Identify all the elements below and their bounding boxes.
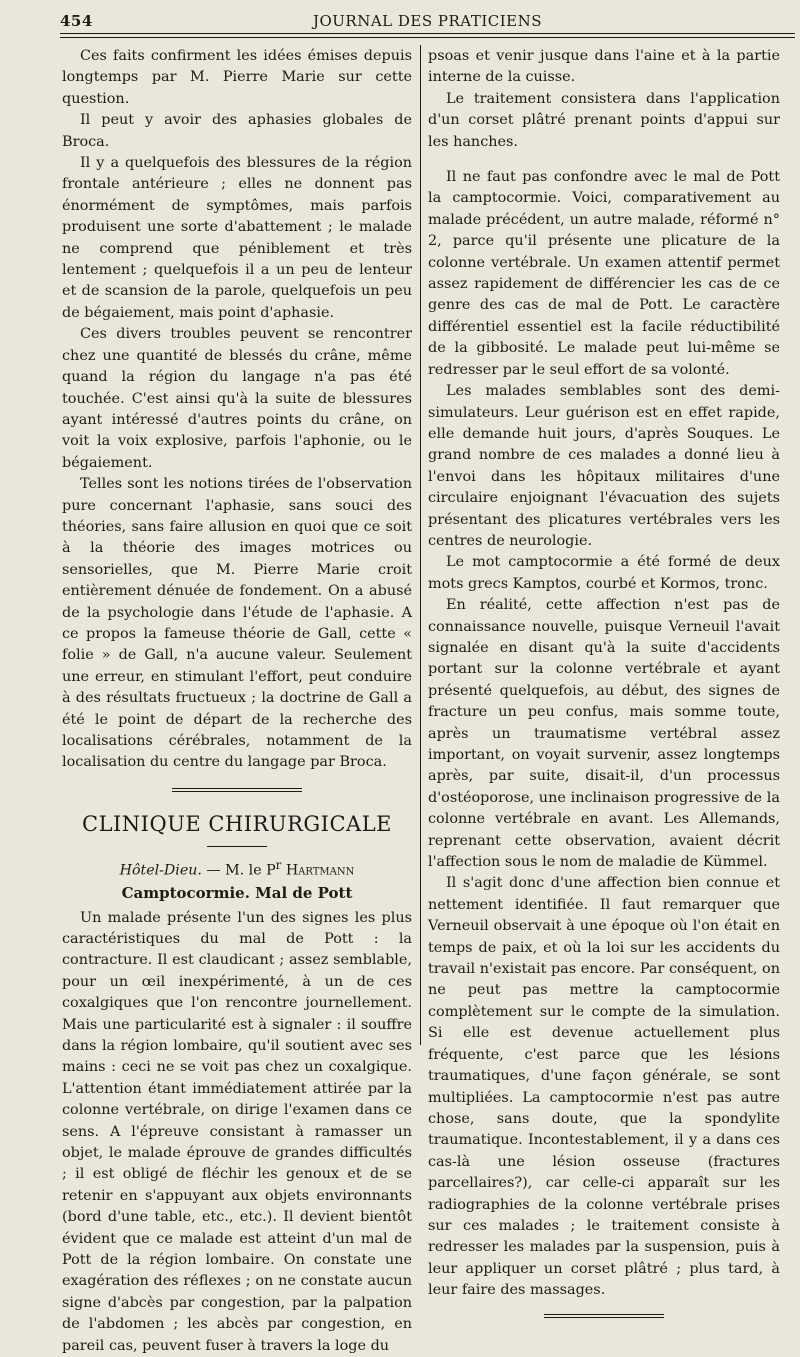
section-title: CLINIQUE CHIRURGICALE bbox=[82, 811, 392, 836]
paragraph: Ces faits confirment les idées émises depuis longtemps par M. Pierre Marie sur cette question. bbox=[62, 48, 412, 107]
paragraph: psoas et venir jusque dans l'aine et à la partie interne de la cuisse. bbox=[428, 48, 780, 86]
article-subtitle: Camptocormie. Mal de Pott bbox=[121, 883, 353, 902]
right-column bbox=[428, 46, 780, 1318]
byline-place: Hôtel-Dieu. bbox=[119, 862, 202, 879]
paragraph: Le mot camptocormie a été formé de deux mots grecs Kamptos, courbé et Kormos, tronc. bbox=[428, 554, 780, 592]
page-number: 454 bbox=[60, 12, 93, 30]
left-column bbox=[62, 46, 412, 1357]
paragraph: Il peut y avoir des aphasies globales de Broca. bbox=[62, 112, 412, 150]
page-header bbox=[60, 8, 795, 34]
paragraph: Il ne faut pas confondre avec le mal de Pott la camptocormie. Voici, comparativement au malade précédent, un autre malade, réformé n° 2, parce qu'il présente une plicature de la colonne vertébrale. Un examen attentif permet assez rapidement de différencier les cas de ce genre des cas de mal de Pott. Le caractère différentiel essentiel est la facile réductibilité de la gibbosité. Le malade peut lui-même se redresser par le seul effort de sa volonté. bbox=[428, 169, 780, 378]
header-rule-thin bbox=[60, 37, 795, 38]
paragraph: Il y a quelquefois des blessures de la région frontale antérieure ; elles ne donnent pas énormément de symptômes, mais parfois produisent une sorte d'abattement ; le malade ne comprend que péniblement et très lentement ; quelquefois il a un peu de lenteur et de scansion de la parole, quelquefois un peu de bégaiement, mais point d'aphasie. bbox=[62, 155, 412, 321]
journal-title: JOURNAL DES PRATICIENS bbox=[312, 12, 543, 30]
column-divider bbox=[420, 45, 421, 1045]
paragraph: Telles sont les notions tirées de l'observation pure concernant l'aphasie, sans souci des théories, sans faire allusion en quoi que ce soit à la théorie des images motrices ou sensorielles, que M. Pierre Marie croit entièrement dénuée de fondement. On a abusé de la psychologie dans l'étude de l'aphasie. A ce propos la fameuse théorie de Gall, cette « folie » de Gall, n'a aucune valeur. Seulement une erreur, en stimulant l'effort, peut conduire à des résultats fructueux ; la doctrine de Gall a été le point de départ de la recherche des localisations cérébrales, notamment de la localisation du centre du langage par Broca. bbox=[62, 476, 412, 771]
end-separator bbox=[544, 1314, 664, 1315]
byline-author-sup: r bbox=[275, 857, 282, 872]
paragraph: Le traitement consistera dans l'application d'un corset plâtré prenant points d'appui sur les hanches. bbox=[428, 90, 780, 150]
paragraph: Ces divers troubles peuvent se rencontrer chez une quantité de blessés du crâne, même quand la région du langage n'a pas été touchée. C'est ainsi qu'à la suite de blessures ayant intéressé d'autres points du crâne, on voit la voix explosive, parfois l'aphonie, ou le bégaiement. bbox=[62, 326, 412, 471]
header-rule bbox=[60, 33, 795, 34]
paragraph: Un malade présente l'un des signes les plus caractéristiques du mal de Pott : la contracture. Il est claudicant ; assez semblable, pour un œil inexpérimenté, à un de ces coxalgiques que l'on rencontre journellement. Mais une particularité est à signaler : il souffre dans la région lombaire, qu'il soutient avec ses mains : ceci ne se voit pas chez un coxalgique. L'attention étant immédiatement attirée par la colonne vertébrale, on dirige l'examen dans ce sens. A l'épreuve consistant à ramasser un objet, le malade éprouve de grandes difficultés ; il est obligé de fléchir les genoux et de se retenir en s'appuyant aux objets environnants (bord d'une table, etc., etc.). Il devient bientôt évident que ce malade est atteint d'un mal de Pott de la région lombaire. On constate une exagération des réflexes ; on ne constate aucun signe d'abcès par congestion, par la palpation de l'abdomen ; les abcès par congestion, en pareil cas, peuvent fuser à travers la loge du bbox=[62, 909, 412, 1354]
paragraph: Il s'agit donc d'une affection bien connue et nettement identifiée. Il faut remarquer que Verneuil observait à une époque où l'on était en temps de paix, et où la loi sur les accidents du travail n'existait pas encore. Par conséquent, on ne peut pas mettre la camptocormie complètement sur le compte de la simulation. Si elle est devenue actuellement plus fréquente, c'est parce que les lésions traumatiques, d'une façon générale, se sont multipliées. La camptocormie n'est pas autre chose, sans doute, que la spondylite traumatique. Incontestablement, il y a dans ces cas-là une lésion osseuse (fractures parcellaires?), car celle-ci apparaît sur les radiographies de la colonne vertébrale prises sur ces malades ; le traitement consiste à redresser les malades par la suspension, puis à leur appliquer un corset plâtré ; plus tard, à leur faire des massages. bbox=[428, 875, 780, 1299]
byline bbox=[62, 855, 412, 882]
end-separator-thin bbox=[544, 1317, 664, 1318]
byline-author-name: Hartmann bbox=[285, 862, 355, 879]
section-separator bbox=[172, 788, 302, 789]
section-separator-thin bbox=[172, 791, 302, 792]
section-title-rule bbox=[207, 846, 267, 847]
paragraph: En réalité, cette affection n'est pas de connaissance nouvelle, puisque Verneuil l'avait signalée en disant qu'à la suite d'accidents portant sur la colonne vertébrale et ayant présenté quelquefois, au début, des signes de fracture un peu confus, mais somme toute, après un traumatisme vertébral assez important, on voyait survenir, assez longtemps après, par suite, disait-il, d'un processus d'ostéoporose, une inclinaison progressive de la colonne vertébrale en avant. Les Allemands, reprenant cette observation, avaient décrit l'affection sous le nom de maladie de Kümmel. bbox=[428, 597, 780, 871]
paragraph: Les malades semblables sont des demi-simulateurs. Leur guérison est en effet rapide, elle demande huit jours, d'après Souques. Le grand nombre de ces malades a donné lieu à l'envoi dans les hôpitaux militaires d'une circulaire enjoignant l'évacuation des sujets présentant des plicatures vertébrales vers les centres de neurologie. bbox=[428, 383, 780, 549]
byline-author-prefix: — M. le P bbox=[206, 862, 276, 879]
